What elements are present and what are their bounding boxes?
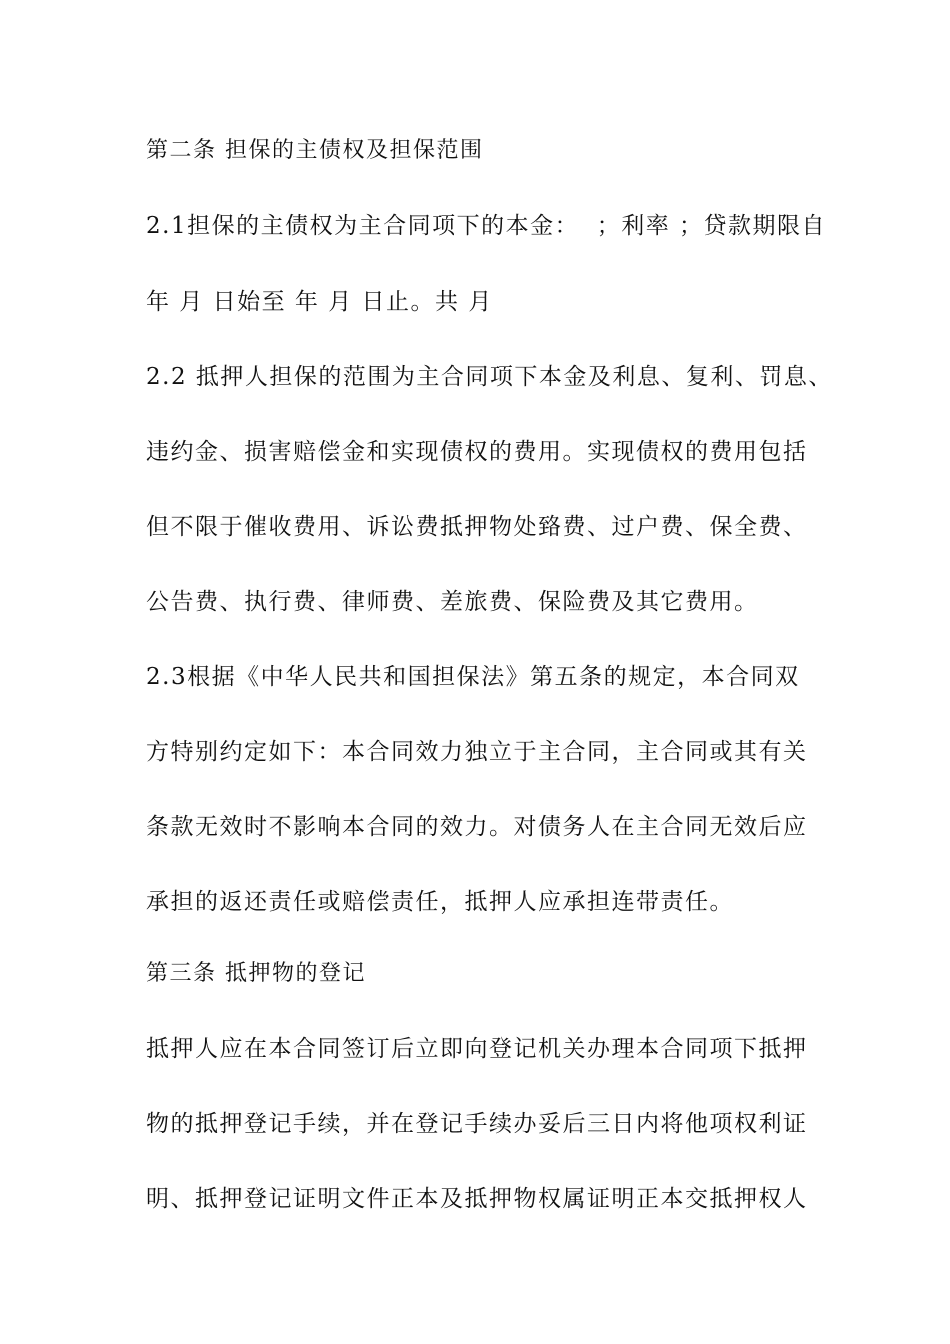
paragraph-line: 2.3根据《中华人民共和国担保法》第五条的规定，本合同双 <box>146 664 800 690</box>
section-heading-article-2: 第二条 担保的主债权及担保范围 <box>146 138 484 163</box>
paragraph-line: 明、抵押登记证明文件正本及抵押物权属证明正本交抵押权人 <box>146 1186 808 1212</box>
paragraph-line: 条款无效时不影响本合同的效力。对债务人在主合同无效后应 <box>146 814 808 840</box>
paragraph-line: 但不限于催收费用、诉讼费抵押物处臵费、过户费、保全费、 <box>146 514 808 540</box>
section-heading-article-3: 第三条 抵押物的登记 <box>146 961 366 986</box>
paragraph-line: 2.2 抵押人担保的范围为主合同项下本金及利息、复利、罚息、 <box>146 364 833 390</box>
paragraph-line: 抵押人应在本合同签订后立即向登记机关办理本合同项下抵押 <box>146 1036 808 1062</box>
paragraph-line: 公告费、执行费、律师费、差旅费、保险费及其它费用。 <box>146 589 759 615</box>
paragraph-line: 年 月 日始至 年 月 日止。共 月 <box>146 289 493 315</box>
paragraph-line: 物的抵押登记手续，并在登记手续办妥后三日内将他项权利证 <box>146 1111 808 1137</box>
paragraph-line: 违约金、损害赔偿金和实现债权的费用。实现债权的费用包括 <box>146 439 808 465</box>
paragraph-line: 方特别约定如下：本合同效力独立于主合同，主合同或其有关 <box>146 739 808 765</box>
paragraph-line: 承担的返还责任或赔偿责任，抵押人应承担连带责任。 <box>146 889 734 915</box>
paragraph-line: 2.1担保的主债权为主合同项下的本金： ；利率 ；贷款期限自 <box>146 213 827 239</box>
